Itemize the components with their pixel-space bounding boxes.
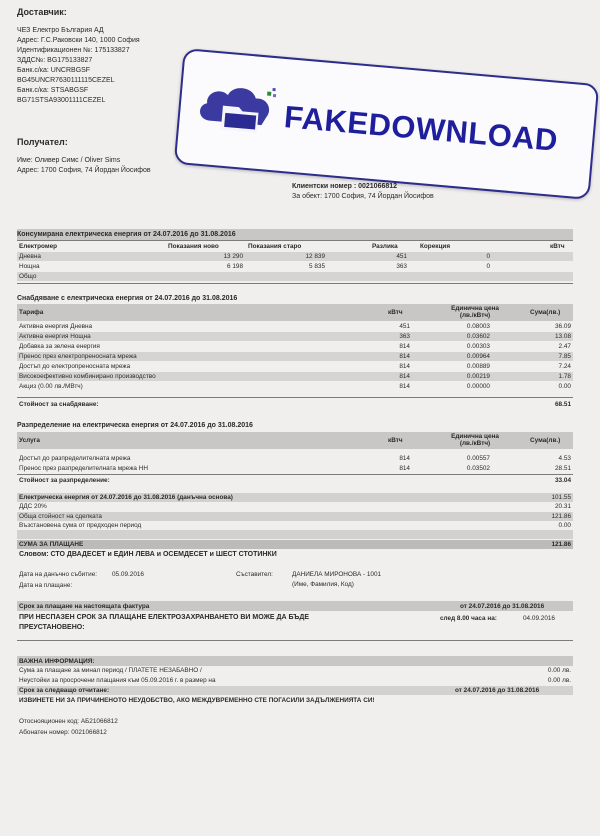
table-cell: 451: [396, 253, 407, 260]
table-cell: 0.00557: [466, 455, 490, 462]
due-after-label: след 8.00 часа на:: [440, 615, 497, 622]
table-cell: 814: [399, 363, 410, 370]
subscriber-number: Абонатен номер: 0021066812: [19, 729, 107, 736]
supply-col-sum: Сума(лв.): [530, 309, 561, 316]
important-row-label: Сума за плащане за минал период / ПЛАТЕТЕ НЕЗАБАВНО /: [19, 667, 202, 674]
cloud-folder-logo-icon: [190, 73, 285, 141]
table-cell: 7.24: [558, 363, 571, 370]
consumption-col-diff: Разлика: [372, 243, 398, 250]
amount-in-words: Словом: СТО ДВАДЕСЕТ и ЕДИН ЛЕВА и ОСЕМДЕСЕТ и ШЕСТ СТОТИНКИ: [19, 551, 277, 558]
table-cell: 1.78: [558, 373, 571, 380]
summary-row-value: 121.86: [551, 513, 571, 520]
table-cell: 814: [399, 465, 410, 472]
table-cell: 814: [399, 343, 410, 350]
recipient-heading: Получател:: [17, 137, 68, 147]
table-cell: 12 839: [305, 253, 325, 260]
important-row-label: Срок за следващо отчитане:: [19, 687, 110, 694]
distribution-total-value: 33.04: [555, 477, 571, 484]
table-row-band: [17, 272, 573, 281]
supply-col-kwh: кВтч: [388, 309, 403, 316]
table-cell: 0.00889: [466, 363, 490, 370]
consumption-title: Консумирана електрическа енергия от 24.07.2016 до 31.08.2016: [17, 231, 236, 238]
table-cell: 0.00964: [466, 353, 490, 360]
supply-col-tariff: Тарифа: [19, 309, 44, 316]
tax-event-date: 05.09.2016: [112, 571, 144, 578]
due-warning-line-1: ПРИ НЕСПАЗЕН СРОК ЗА ПЛАЩАНЕ ЕЛЕКТРОЗАХРАНВАНЕТО ВИ МОЖЕ ДА БЪДЕ: [19, 614, 310, 621]
important-row-value: 0.00 лв.: [547, 677, 571, 684]
due-after-date: 04.09.2016: [523, 615, 555, 622]
client-number: Клиентски номер : 0021066812: [292, 183, 398, 190]
table-cell: 814: [399, 373, 410, 380]
supplier-iban-1: BG45UNCR7630111115CEZEL: [17, 77, 115, 84]
consumption-col-old: Показания старо: [248, 243, 302, 250]
table-cell: 28.51: [555, 465, 571, 472]
important-row-label: Неустойки за просрочени плащания към 05.09.2016 г. в размер на: [19, 677, 216, 684]
supplier-id: Идентификационен №: 175133827: [17, 47, 130, 54]
important-title: ВАЖНА ИНФОРМАЦИЯ:: [19, 658, 95, 665]
divider: [17, 640, 573, 641]
table-row-label: Пренос през електропреносната мрежа: [19, 353, 137, 360]
measurement-code: Отоснояционен код: АБ21066812: [19, 718, 118, 725]
author-hint: (Име, Фамилия, Код): [292, 581, 354, 588]
table-cell: 0: [486, 253, 490, 260]
table-cell: 7.85: [558, 353, 571, 360]
important-row-value: от 24.07.2016 до 31.08.2016: [455, 687, 540, 694]
supplier-heading: Доставчик:: [17, 7, 67, 17]
summary-row-label: СУМА ЗА ПЛАЩАНЕ: [19, 541, 84, 548]
table-row-label: Активна енергия Нощна: [19, 333, 91, 340]
author-name: ДАНИЕЛА МИРОНОВА - 1001: [292, 571, 382, 578]
table-cell: 814: [399, 353, 410, 360]
divider: [17, 240, 573, 241]
distribution-col-price: Единична цена (лв./кВтч): [451, 433, 499, 447]
due-period: от 24.07.2016 до 31.08.2016: [460, 603, 545, 610]
due-warning-line-2: ПРЕУСТАНОВЕНО:: [19, 624, 85, 631]
supplier-bank-2: Банк.с/ка: STSABGSF: [17, 87, 89, 94]
supplier-iban-2: BG71STSA93001111CEZEL: [17, 97, 106, 104]
distribution-total-label: Стойност за разпределение:: [19, 477, 110, 484]
consumption-col-meter: Електромер: [19, 243, 58, 250]
table-cell: 0.00000: [466, 383, 490, 390]
summary-total-band: [17, 540, 573, 549]
supply-title: Снабдяване с електрическа енергия от 24.07.2016 до 31.08.2016: [17, 295, 238, 302]
table-row-label: Общо: [19, 273, 37, 280]
summary-row-band: [17, 530, 573, 539]
summary-row-value: 121.86: [551, 541, 571, 548]
table-row-label: Активна енергия Дневна: [19, 323, 93, 330]
summary-row-value: 20.31: [555, 503, 571, 510]
table-cell: 36.09: [555, 323, 571, 330]
table-row-label: Пренос през разпределителната мрежа НН: [19, 465, 148, 472]
table-cell: 0.03502: [466, 465, 490, 472]
table-cell: 363: [396, 263, 407, 270]
watermark-stamp: [174, 48, 600, 200]
table-cell: 363: [399, 333, 410, 340]
distribution-col-kwh: кВтч: [388, 437, 403, 444]
recipient-address: Адрес: 1700 София, 74 Йордан Йосифов: [17, 167, 151, 174]
table-cell: 2.47: [558, 343, 571, 350]
table-cell: 0: [486, 263, 490, 270]
summary-row-label: Електрическа енергия от 24.07.2016 до 31.08.2016 (данъчна основа): [19, 494, 233, 501]
table-row-label: Дневна: [19, 253, 41, 260]
divider: [17, 474, 573, 475]
distribution-col-service: Услуга: [19, 437, 40, 444]
recipient-name: Име: Оливер Симс / Oliver Sims: [17, 157, 121, 164]
consumption-col-new: Показания ново: [168, 243, 219, 250]
table-cell: 0.00219: [466, 373, 490, 380]
apology-note: ИЗВИНЕТЕ НИ ЗА ПРИЧИНЕНОТО НЕУДОБСТВО, АКО МЕЖДУВРЕМЕННО СТЕ ПОГАСИЛИ ЗАДЪЛЖЕНИЯТА СИ!: [19, 697, 375, 704]
distribution-col-sum: Сума(лв.): [530, 437, 561, 444]
table-cell: 0.00303: [466, 343, 490, 350]
supplier-vat: ЗДДС№: BG175133827: [17, 57, 93, 64]
table-row-label: Добавка за зелена енергия: [19, 343, 100, 350]
important-row-value: 0.00 лв.: [547, 667, 571, 674]
summary-row-value: 101.55: [551, 494, 571, 501]
supply-col-price: Единична цена (лв./кВтч): [451, 305, 499, 319]
supplier-address: Адрес: Г.С.Раковски 140, 1000 София: [17, 37, 140, 44]
watermark-text: FAKEDOWNLOAD: [282, 99, 560, 158]
table-cell: 0.08003: [466, 323, 490, 330]
site-address: За обект: 1700 София, 74 Йордан Йосифов: [292, 193, 434, 200]
payment-date-label: Дата на плащане:: [19, 582, 73, 589]
table-row-label: Акциз (0.00 лв./МВтч): [19, 383, 83, 390]
table-cell: 0.03602: [466, 333, 490, 340]
table-cell: 13 290: [223, 253, 243, 260]
summary-row-value: 0.00: [558, 522, 571, 529]
supplier-bank-1: Банк.с/ка: UNCRBGSF: [17, 67, 91, 74]
table-row-label: Нощна: [19, 263, 40, 270]
tax-event-label: Дата на данъчно събитие:: [19, 571, 98, 578]
table-cell: 451: [399, 323, 410, 330]
consumption-col-correction: Корекция: [420, 243, 451, 250]
table-cell: 0.00: [558, 383, 571, 390]
table-cell: 5 835: [309, 263, 325, 270]
table-cell: 814: [399, 383, 410, 390]
table-cell: 13.08: [555, 333, 571, 340]
table-cell: 6 198: [227, 263, 243, 270]
due-title: Срок за плащане на настоящата фактура: [19, 603, 150, 610]
summary-row-label: ДДС 20%: [19, 503, 47, 510]
table-row-label: Достъп до разпределителната мрежа: [19, 455, 131, 462]
divider: [17, 397, 573, 398]
table-cell: 814: [399, 455, 410, 462]
supply-total-label: Стойност за снабдяване:: [19, 401, 99, 408]
table-cell: 4.53: [558, 455, 571, 462]
supply-total-value: 68.51: [555, 401, 571, 408]
important-header-band: [17, 656, 573, 666]
table-row-label: Високоефективно комбинирано производство: [19, 373, 156, 380]
summary-row-label: Възстановена сума от предходен период: [19, 522, 142, 529]
distribution-title: Разпределение на електрическа енергия от 24.07.2016 до 31.08.2016: [17, 422, 253, 429]
author-label: Съставител:: [236, 571, 273, 578]
summary-row-label: Обща стойност на сделката: [19, 513, 102, 520]
table-row-label: Достъп до електропреносната мрежа: [19, 363, 131, 370]
consumption-col-kwh: кВтч: [550, 243, 565, 250]
supplier-name: ЧЕЗ Електро България АД: [17, 27, 104, 34]
divider: [17, 283, 573, 284]
